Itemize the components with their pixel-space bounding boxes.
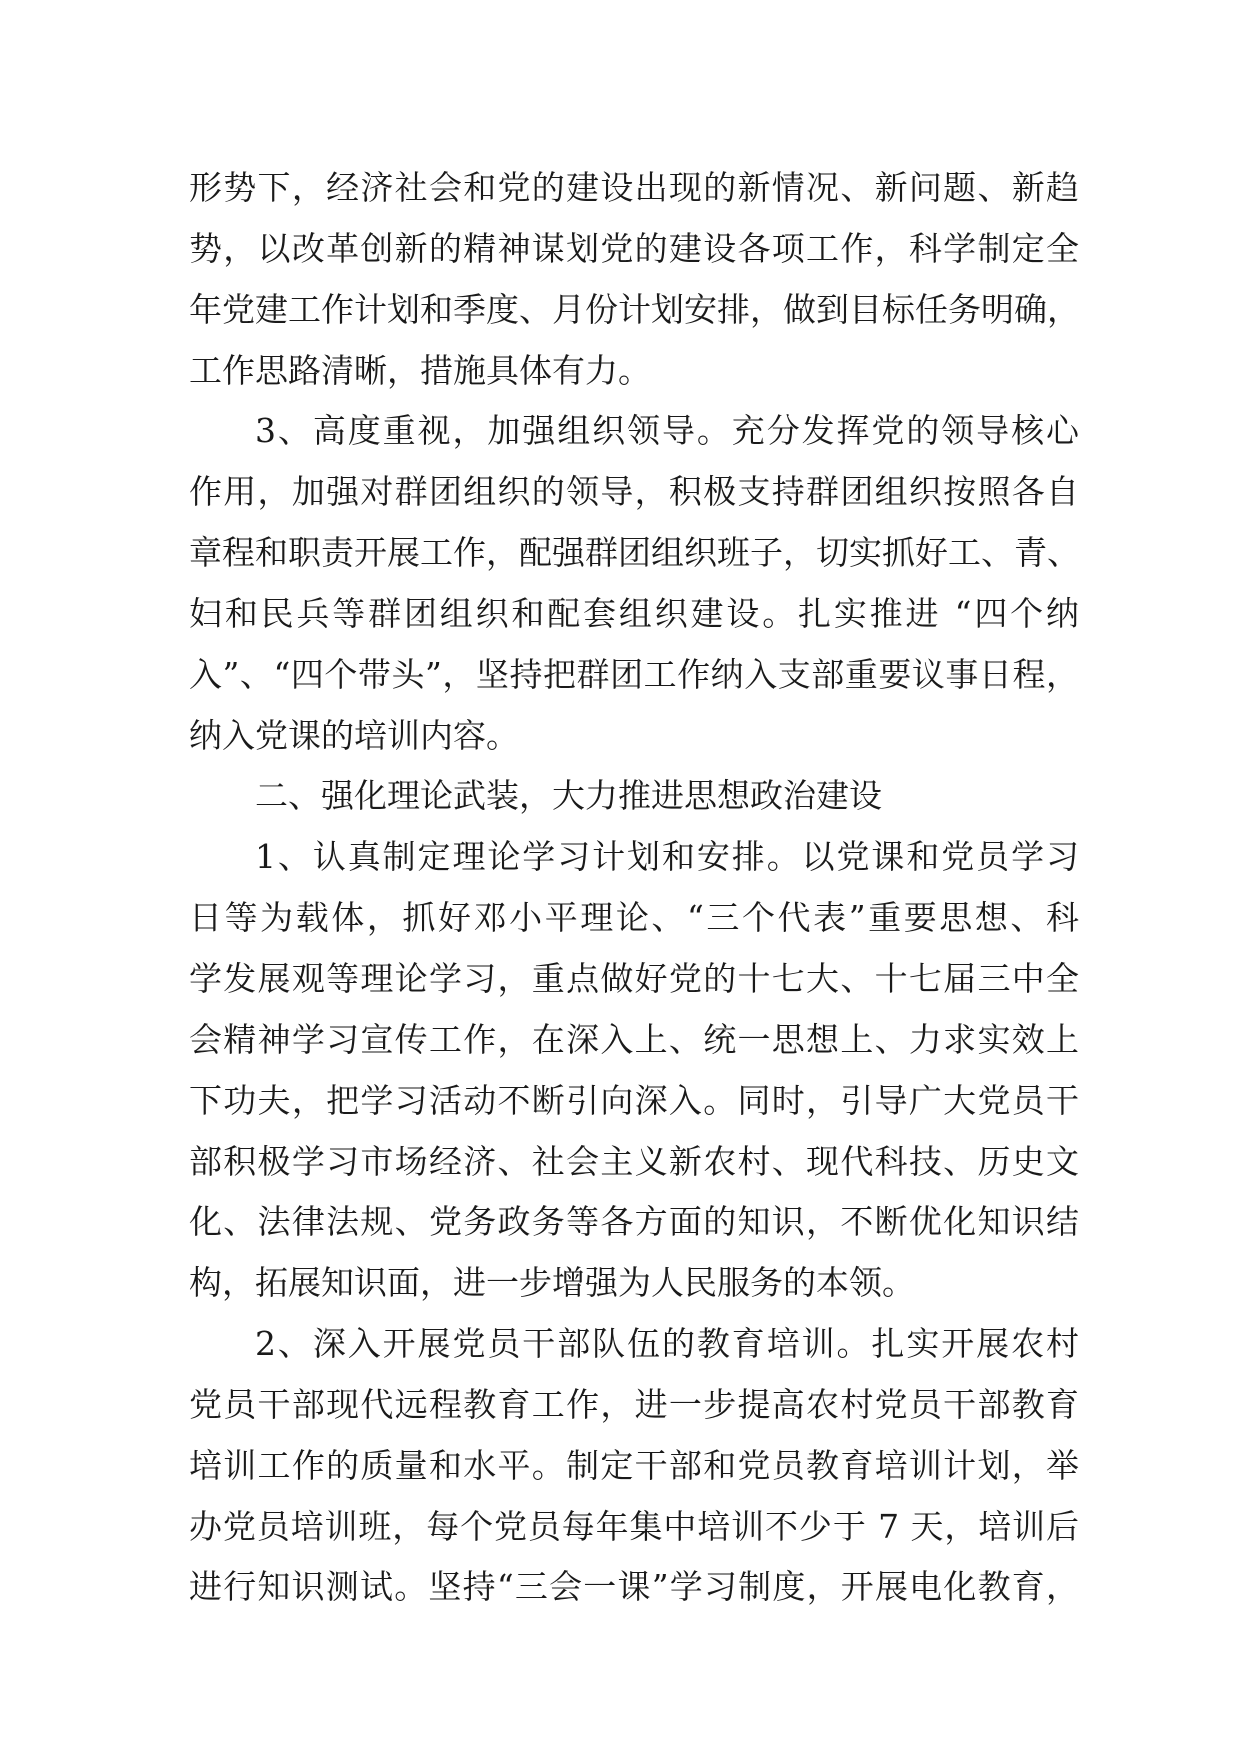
text-line: 章程和职责开展工作，配强群团组织班子，切实抓好工、青、 — [189, 533, 1080, 573]
body-text — [189, 158, 1079, 1618]
text-line: 妇和民兵等群团组织和配套组织建设。扎实推进 “四个纳 — [189, 593, 1079, 633]
text-line: 构，拓展知识面，进一步增强为人民服务的本领。 — [189, 1263, 915, 1303]
text-line: 势，以改革创新的精神谋划党的建设各项工作，科学制定全 — [189, 228, 1079, 268]
section-heading: 二、强化理论武装，大力推进思想政治建设 — [255, 776, 882, 816]
text-line: 作用，加强对群团组织的领导，积极支持群团组织按照各自 — [189, 472, 1079, 512]
text-line: 3、高度重视，加强组织领导。充分发挥党的领导核心 — [255, 411, 1079, 451]
text-line: 培训工作的质量和水平。制定干部和党员教育培训计划，举 — [189, 1445, 1079, 1485]
text-line: 1、认真制定理论学习计划和安排。以党课和党员学习 — [255, 837, 1079, 877]
text-line: 学发展观等理论学习，重点做好党的十七大、十七届三中全 — [189, 958, 1079, 998]
text-line: 会精神学习宣传工作，在深入上、统一思想上、力求实效上 — [189, 1019, 1079, 1059]
text-line: 工作思路清晰，措施具体有力。 — [189, 350, 651, 390]
text-line: 部积极学习市场经济、社会主义新农村、现代科技、历史文 — [189, 1141, 1079, 1181]
text-line: 化、法律法规、党务政务等各方面的知识，不断优化知识结 — [189, 1202, 1079, 1242]
text-line: 进行知识测试。坚持“三会一课”学习制度，开展电化教育， — [189, 1567, 1079, 1607]
text-line: 2、深入开展党员干部队伍的教育培训。扎实开展农村 — [255, 1324, 1079, 1364]
text-line: 入”、“四个带头”，坚持把群团工作纳入支部重要议事日程， — [189, 654, 1079, 694]
text-line: 下功夫，把学习活动不断引向深入。同时，引导广大党员干 — [189, 1080, 1079, 1120]
text-line: 年党建工作计划和季度、月份计划安排，做到目标任务明确， — [189, 289, 1080, 329]
text-line: 日等为载体，抓好邓小平理论、“三个代表”重要思想、科 — [189, 898, 1079, 938]
text-line: 党员干部现代远程教育工作，进一步提高农村党员干部教育 — [189, 1384, 1079, 1424]
text-line: 形势下，经济社会和党的建设出现的新情况、新问题、新趋 — [189, 168, 1079, 207]
text-line: 办党员培训班，每个党员每年集中培训不少于 7 天，培训后 — [189, 1506, 1079, 1546]
text-line: 纳入党课的培训内容。 — [189, 715, 519, 755]
